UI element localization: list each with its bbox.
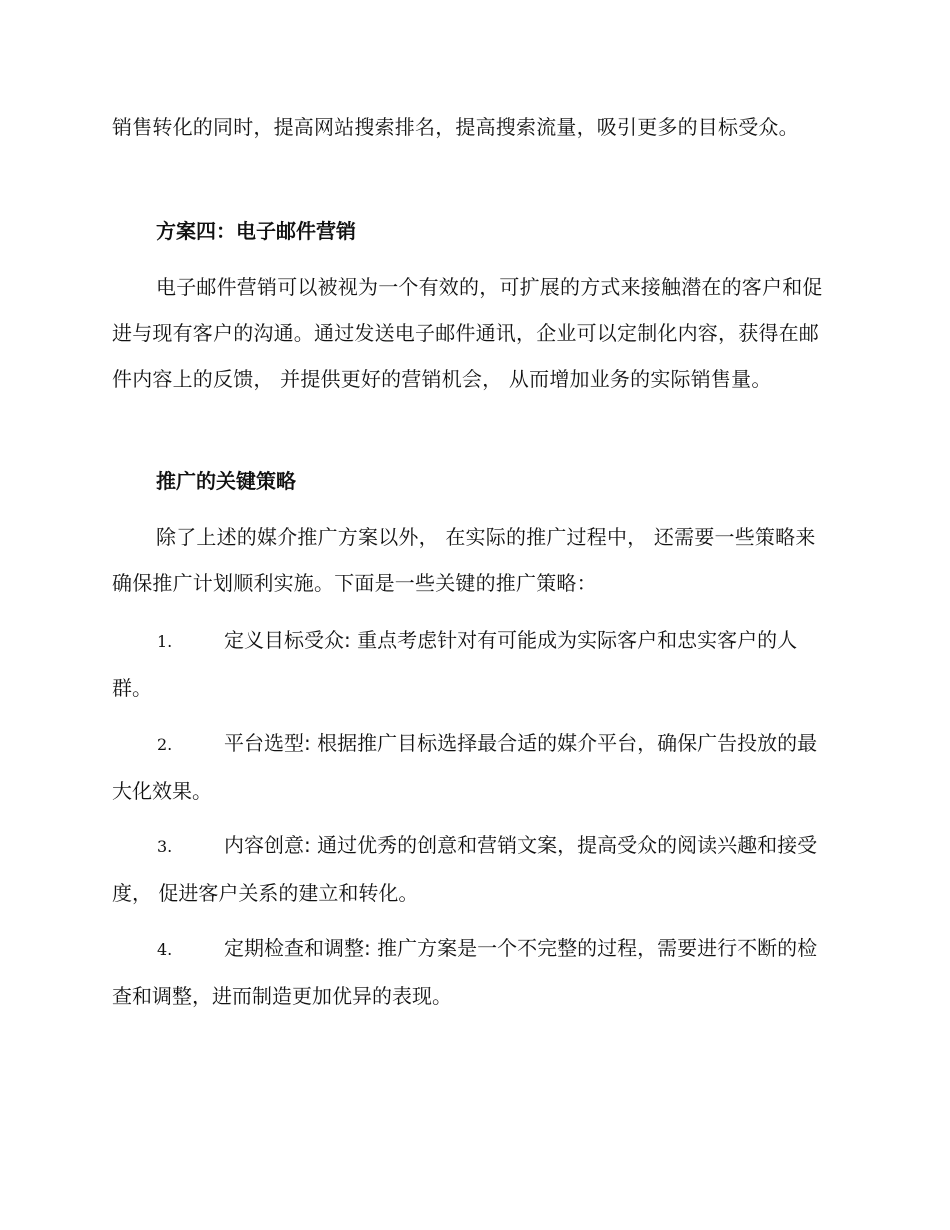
section4-body-block [112,264,832,402]
strategies-intro-block [112,514,832,606]
strategy-list-item [112,617,832,711]
list-number: 1. [157,632,173,651]
list-item-text: 定期检查和调整: 推广方案是一个不完整的过程，需要进行不断的检查和调整，进而制造更加优异的表现。 [112,936,818,1008]
list-number: 4. [157,940,173,959]
list-number: 3. [157,837,173,856]
strategy-list-item [112,822,832,916]
section4-body-paragraph: 电子邮件营销可以被视为一个有效的，可扩展的方式来接触潜在的客户和促进与现有客户的沟通。通过发送电子邮件通讯，企业可以定制化内容，获得在邮件内容上的反馈， 并提供更好的营销机会， 从而增加业务的实际销售量。 [112,275,823,391]
list-number: 2. [157,735,173,754]
strategy-list-item [112,925,832,1019]
intro-continuation-block [112,104,832,150]
strategies-intro-paragraph: 除了上述的媒介推广方案以外， 在实际的推广过程中， 还需要一些策略来确保推广计划顺利实施。下面是一些关键的推广策略： [112,525,816,595]
list-item-text: 平台选型: 根据推广目标选择最合适的媒介平台，确保广告投放的最大化效果。 [112,731,818,803]
list-item-text: 内容创意: 通过优秀的创意和营销文案，提高受众的阅读兴趣和接受度， 促进客户关系的建立和转化。 [112,833,818,905]
strategy-list-item [112,720,832,814]
list-item-text: 定义目标受众: 重点考虑针对有可能成为实际客户和忠实客户的人群。 [112,628,798,700]
intro-continuation-paragraph: 销售转化的同时，提高网站搜索排名，提高搜索流量，吸引更多的目标受众。 [112,115,799,139]
strategies-heading: 推广的关键策略 [156,469,296,493]
section4-heading: 方案四：电子邮件营销 [156,219,356,243]
